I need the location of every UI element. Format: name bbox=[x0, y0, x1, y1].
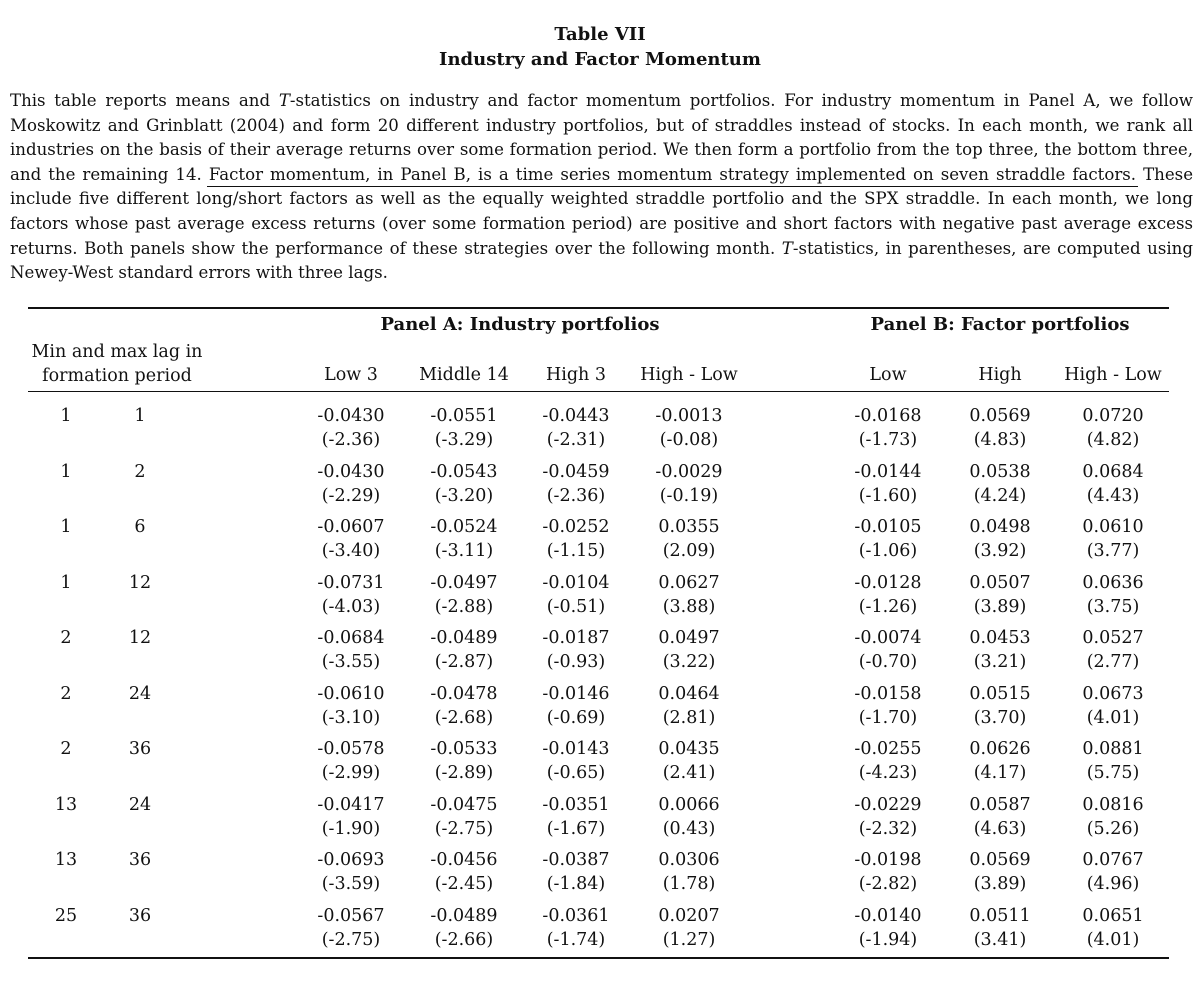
mean-cell: -0.0543 bbox=[430, 461, 498, 482]
mean-cell: -0.0229 bbox=[854, 794, 922, 815]
mean-cell: 0.0464 bbox=[658, 683, 720, 704]
tstat-cell: (4.01) bbox=[1086, 707, 1140, 728]
lag-header-line-1: Min and max lag in bbox=[31, 342, 203, 362]
mean-cell: 0.0610 bbox=[1082, 517, 1144, 537]
mean-cell: 0.0720 bbox=[1082, 406, 1144, 426]
tstat-cell: (3.77) bbox=[1086, 541, 1140, 561]
mean-cell: -0.0731 bbox=[317, 572, 385, 593]
column-header-7: High - Low bbox=[1064, 365, 1162, 385]
mean-cell: -0.0074 bbox=[854, 628, 922, 648]
tstat-cell: (-2.68) bbox=[434, 707, 494, 728]
tstat-cell: (-2.75) bbox=[434, 818, 494, 839]
mean-cell: 0.0306 bbox=[658, 850, 720, 870]
tstat-cell: (-1.26) bbox=[858, 596, 918, 617]
mean-cell: -0.0459 bbox=[542, 461, 610, 482]
mean-cell: -0.0187 bbox=[542, 628, 610, 648]
caption-text-2: -statistics on industry and factor momentum portfolios. For industry momentum in Panel A, we follow Moskowitz and Grinblatt (2004) and form 20 different industry portfolios, but of straddles instead of stocks. In each month, we rank all industries on the basis of their average returns over some formation period. We then form a portfolio from the top three, the bottom three, and the remaining 14. bbox=[10, 91, 1193, 184]
tstat-cell: (-1.67) bbox=[546, 818, 606, 839]
mean-cell: -0.0684 bbox=[317, 628, 385, 648]
mean-cell: 0.0587 bbox=[969, 794, 1031, 815]
tstat-cell: (-1.90) bbox=[321, 818, 381, 839]
tstat-cell: (-2.36) bbox=[321, 430, 381, 450]
tstat-cell: (-2.45) bbox=[434, 874, 494, 894]
tstat-cell: (-1.94) bbox=[858, 929, 918, 950]
mean-cell: -0.0610 bbox=[317, 683, 385, 704]
mean-cell: 0.0453 bbox=[969, 628, 1031, 648]
mean-cell: -0.0198 bbox=[854, 850, 922, 870]
mean-cell: 0.0636 bbox=[1082, 572, 1144, 593]
tstat-cell: (4.43) bbox=[1086, 485, 1140, 506]
row-max-lag: 1 bbox=[134, 406, 146, 426]
tstat-cell: (3.21) bbox=[973, 652, 1027, 672]
row-max-lag: 36 bbox=[128, 905, 152, 926]
tstat-cell: (-3.40) bbox=[321, 541, 381, 561]
mean-cell: -0.0013 bbox=[655, 406, 723, 426]
mean-cell: -0.0443 bbox=[542, 406, 610, 426]
mean-cell: 0.0207 bbox=[658, 905, 720, 926]
mean-cell: -0.0430 bbox=[317, 461, 385, 482]
mean-cell: 0.0684 bbox=[1082, 461, 1144, 482]
mean-cell: -0.0361 bbox=[542, 905, 610, 926]
lag-header-line-2: formation period bbox=[42, 366, 192, 386]
tstat-cell: (2.09) bbox=[662, 541, 716, 561]
row-max-lag: 36 bbox=[128, 850, 152, 870]
mean-cell: 0.0627 bbox=[658, 572, 720, 593]
tstat-cell: (-2.31) bbox=[546, 430, 606, 450]
tstat-cell: (2.81) bbox=[662, 707, 716, 728]
mean-cell: 0.0569 bbox=[969, 406, 1031, 426]
row-max-lag: 6 bbox=[134, 517, 146, 537]
tstat-cell: (-1.74) bbox=[546, 929, 606, 950]
row-min-lag: 2 bbox=[60, 683, 72, 704]
mean-cell: -0.0524 bbox=[430, 517, 498, 537]
mean-cell: -0.0430 bbox=[317, 406, 385, 426]
mean-cell: 0.0435 bbox=[658, 739, 720, 759]
mean-cell: 0.0881 bbox=[1082, 739, 1144, 759]
mean-cell: -0.0475 bbox=[430, 794, 498, 815]
tstat-cell: (-3.10) bbox=[321, 707, 381, 728]
mean-cell: -0.0533 bbox=[430, 739, 498, 759]
mean-cell: -0.0489 bbox=[430, 905, 498, 926]
mean-cell: -0.0693 bbox=[317, 850, 385, 870]
mean-cell: -0.0252 bbox=[542, 517, 610, 537]
row-min-lag: 13 bbox=[54, 850, 78, 870]
mean-cell: -0.0146 bbox=[542, 683, 610, 704]
tstat-cell: (-2.89) bbox=[434, 763, 494, 783]
tstat-cell: (1.78) bbox=[662, 874, 716, 894]
tstat-cell: (5.75) bbox=[1086, 763, 1140, 783]
mean-cell: 0.0515 bbox=[969, 683, 1031, 704]
tstat-cell: (-2.36) bbox=[546, 485, 606, 506]
mean-cell: -0.0497 bbox=[430, 572, 498, 593]
tstat-cell: (-3.11) bbox=[434, 541, 494, 561]
tstat-cell: (-0.08) bbox=[659, 430, 719, 450]
caption-t-italic-2: T bbox=[781, 238, 793, 258]
tstat-cell: (-1.60) bbox=[858, 485, 918, 506]
column-header-1: Low 3 bbox=[324, 365, 378, 385]
mean-cell: -0.0144 bbox=[854, 461, 922, 482]
mean-cell: -0.0158 bbox=[854, 683, 922, 704]
table-caption bbox=[10, 89, 1193, 286]
mean-cell: -0.0551 bbox=[430, 406, 498, 426]
tstat-cell: (-2.75) bbox=[321, 929, 381, 950]
row-min-lag: 2 bbox=[60, 628, 72, 648]
row-min-lag: 1 bbox=[60, 517, 72, 537]
caption-t-italic-1: T bbox=[278, 91, 290, 110]
row-min-lag: 2 bbox=[60, 739, 72, 759]
mean-cell: -0.0607 bbox=[317, 517, 385, 537]
tstat-cell: (-1.84) bbox=[546, 874, 606, 894]
mean-cell: 0.0626 bbox=[969, 739, 1031, 759]
tstat-cell: (5.26) bbox=[1086, 818, 1140, 839]
panel-a-header: Panel A: Industry portfolios bbox=[380, 314, 660, 335]
mean-cell: -0.0029 bbox=[655, 461, 723, 482]
tstat-cell: (-0.70) bbox=[858, 652, 918, 672]
row-max-lag: 36 bbox=[128, 739, 152, 759]
column-header-4: High - Low bbox=[640, 365, 738, 385]
tstat-cell: (4.17) bbox=[973, 763, 1027, 783]
tstat-cell: (4.01) bbox=[1086, 929, 1140, 950]
row-min-lag: 1 bbox=[60, 461, 72, 482]
tstat-cell: (-1.73) bbox=[858, 430, 918, 450]
tstat-cell: (3.70) bbox=[973, 707, 1027, 728]
row-max-lag: 2 bbox=[134, 461, 146, 482]
tstat-cell: (-3.20) bbox=[434, 485, 494, 506]
tstat-cell: (-1.15) bbox=[546, 541, 606, 561]
panel-b-header: Panel B: Factor portfolios bbox=[870, 314, 1130, 335]
mean-cell: 0.0355 bbox=[658, 517, 720, 537]
tstat-cell: (-2.87) bbox=[434, 652, 494, 672]
mean-cell: 0.0507 bbox=[969, 572, 1031, 593]
caption-text-1: This table reports means and bbox=[10, 91, 279, 110]
tstat-cell: (0.43) bbox=[662, 818, 716, 839]
tstat-cell: (-2.66) bbox=[434, 929, 494, 950]
tstat-cell: (4.24) bbox=[973, 485, 1027, 506]
mean-cell: -0.0104 bbox=[542, 572, 610, 593]
mean-cell: -0.0417 bbox=[317, 794, 385, 815]
caption-text-3: These include five different long/short factors as well as the equally weighted straddle portfolio and the SPX straddle. In each month, we long factors whose past average excess returns (over some formation period) are positive and short factors with negative past average excess returns. Both panels show the performance of these strategies over the following month. bbox=[10, 164, 1194, 258]
tstat-cell: (-3.59) bbox=[321, 874, 381, 894]
row-min-lag: 1 bbox=[60, 406, 72, 426]
tstat-cell: (3.89) bbox=[973, 596, 1027, 617]
tstat-cell: (-0.69) bbox=[546, 707, 606, 728]
column-header-5: Low bbox=[869, 365, 907, 385]
tstat-cell: (-0.93) bbox=[546, 652, 606, 672]
tstat-cell: (3.75) bbox=[1086, 596, 1140, 617]
mean-cell: -0.0567 bbox=[317, 905, 385, 926]
table-bottom-rule bbox=[28, 957, 1169, 959]
mean-cell: -0.0143 bbox=[542, 739, 610, 759]
mean-cell: -0.0255 bbox=[854, 739, 922, 759]
tstat-cell: (-0.65) bbox=[546, 763, 606, 783]
row-max-lag: 24 bbox=[128, 683, 152, 704]
tstat-cell: (3.92) bbox=[973, 541, 1027, 561]
tstat-cell: (4.63) bbox=[973, 818, 1027, 839]
row-min-lag: 25 bbox=[54, 905, 78, 926]
column-header-2: Middle 14 bbox=[419, 365, 509, 385]
mean-cell: -0.0351 bbox=[542, 794, 610, 815]
tstat-cell: (4.96) bbox=[1086, 874, 1140, 894]
tstat-cell: (2.41) bbox=[662, 763, 716, 783]
tstat-cell: (-2.82) bbox=[858, 874, 918, 894]
caption-underlined-sentence: Factor momentum, in Panel B, is a time series momentum strategy implemented on seven straddle factors. bbox=[208, 164, 1137, 184]
tstat-cell: (3.88) bbox=[662, 596, 716, 617]
tstat-cell: (-4.23) bbox=[858, 763, 918, 783]
table-title: Industry and Factor Momentum bbox=[439, 49, 761, 70]
mean-cell: -0.0387 bbox=[542, 850, 610, 870]
mean-cell: 0.0651 bbox=[1082, 905, 1144, 926]
tstat-cell: (-2.88) bbox=[434, 596, 494, 617]
tstat-cell: (3.41) bbox=[973, 929, 1027, 950]
row-max-lag: 12 bbox=[128, 628, 152, 648]
tstat-cell: (3.89) bbox=[973, 874, 1027, 894]
table-number: Table VII bbox=[554, 24, 646, 45]
mean-cell: -0.0478 bbox=[430, 683, 498, 704]
mean-cell: 0.0497 bbox=[658, 628, 720, 648]
table-title-block bbox=[0, 22, 1200, 72]
tstat-cell: (-4.03) bbox=[321, 596, 381, 617]
column-header-6: High bbox=[978, 365, 1022, 385]
mean-cell: 0.0498 bbox=[969, 517, 1031, 537]
mean-cell: 0.0511 bbox=[969, 905, 1031, 926]
row-min-lag: 13 bbox=[54, 794, 78, 815]
tstat-cell: (-0.19) bbox=[659, 485, 719, 506]
caption-text-4: -statistics, in parentheses, are computed using Newey-West standard errors with three lags. bbox=[10, 238, 1193, 283]
mean-cell: -0.0105 bbox=[854, 517, 922, 537]
tstat-cell: (1.27) bbox=[662, 929, 716, 950]
mean-cell: 0.0673 bbox=[1082, 683, 1144, 704]
tstat-cell: (-1.06) bbox=[858, 541, 918, 561]
mean-cell: -0.0128 bbox=[854, 572, 922, 593]
tstat-cell: (-2.29) bbox=[321, 485, 381, 506]
mean-cell: 0.0816 bbox=[1082, 794, 1144, 815]
tstat-cell: (2.77) bbox=[1086, 652, 1140, 672]
mean-cell: 0.0066 bbox=[658, 794, 720, 815]
mean-cell: -0.0168 bbox=[854, 406, 922, 426]
tstat-cell: (3.22) bbox=[662, 652, 716, 672]
mean-cell: -0.0578 bbox=[317, 739, 385, 759]
tstat-cell: (-2.99) bbox=[321, 763, 381, 783]
mean-cell: -0.0140 bbox=[854, 905, 922, 926]
tstat-cell: (-2.32) bbox=[858, 818, 918, 839]
mean-cell: 0.0569 bbox=[969, 850, 1031, 870]
tstat-cell: (-0.51) bbox=[546, 596, 606, 617]
row-min-lag: 1 bbox=[60, 572, 72, 593]
tstat-cell: (4.83) bbox=[973, 430, 1027, 450]
mean-cell: 0.0538 bbox=[969, 461, 1031, 482]
table-top-rule bbox=[28, 307, 1169, 309]
row-max-lag: 12 bbox=[128, 572, 152, 593]
tstat-cell: (4.82) bbox=[1086, 430, 1140, 450]
row-max-lag: 24 bbox=[128, 794, 152, 815]
mean-cell: -0.0456 bbox=[430, 850, 498, 870]
mean-cell: -0.0489 bbox=[430, 628, 498, 648]
table-header-rule bbox=[28, 391, 1169, 392]
mean-cell: 0.0767 bbox=[1082, 850, 1144, 870]
mean-cell: 0.0527 bbox=[1082, 628, 1144, 648]
column-header-3: High 3 bbox=[545, 365, 607, 385]
tstat-cell: (-3.55) bbox=[321, 652, 381, 672]
tstat-cell: (-1.70) bbox=[858, 707, 918, 728]
tstat-cell: (-3.29) bbox=[434, 430, 494, 450]
lag-column-header bbox=[28, 340, 206, 388]
